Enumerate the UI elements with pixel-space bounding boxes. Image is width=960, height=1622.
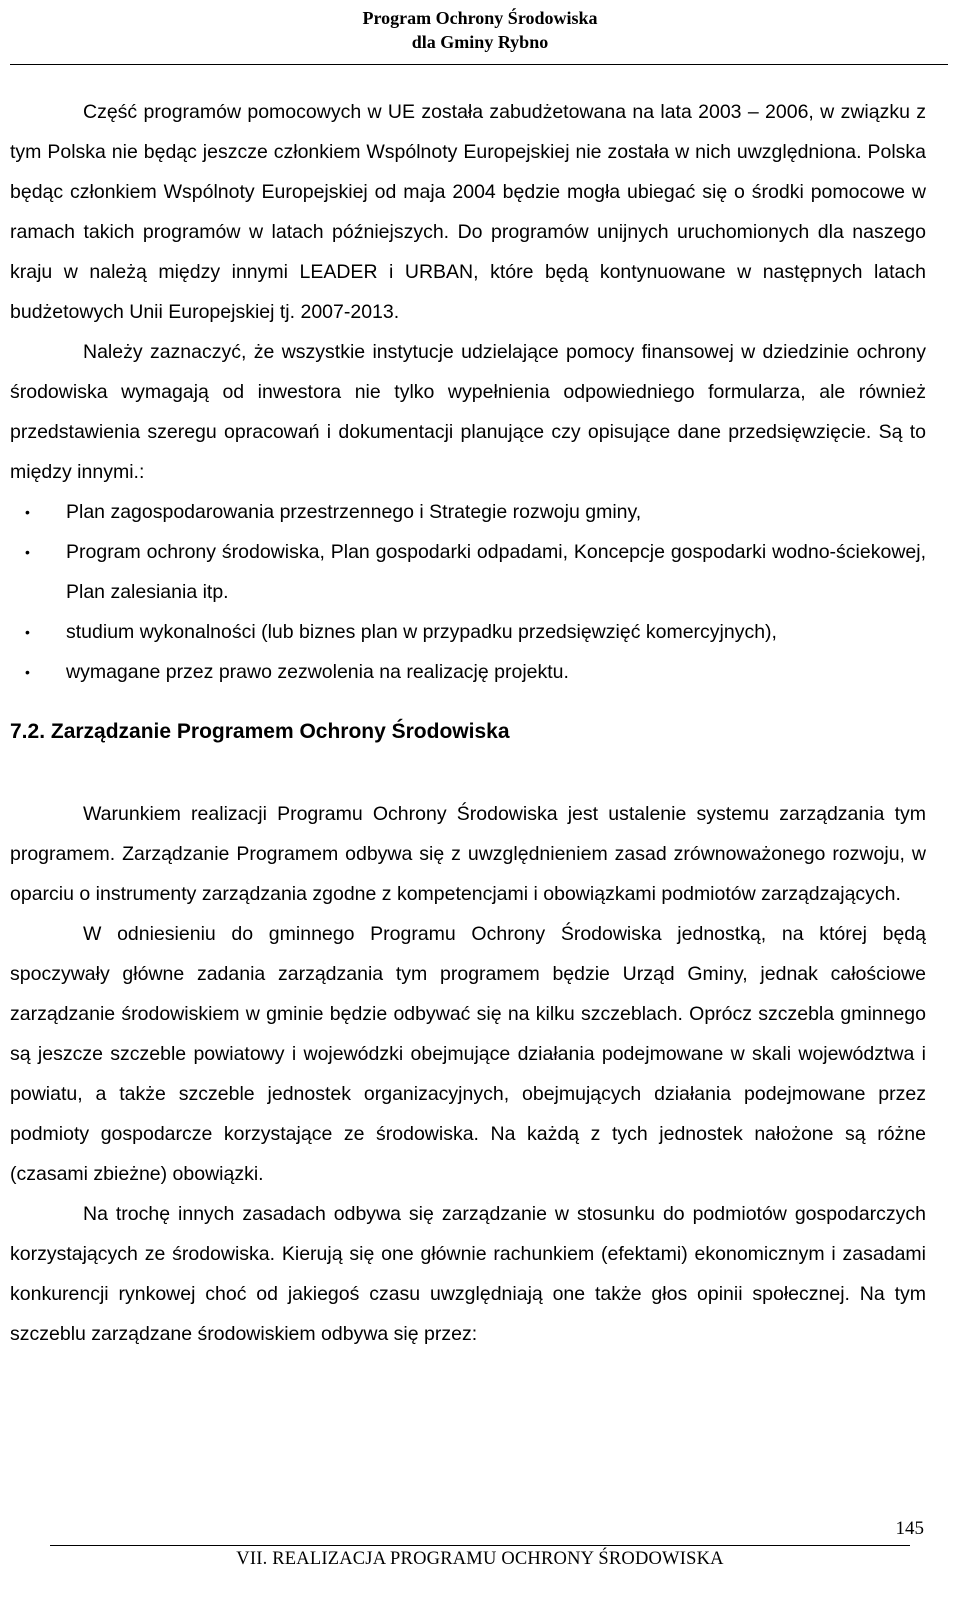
list-item-text: studium wykonalności (lub biznes plan w przypadku przedsięwzięć komercyjnych), [66, 621, 777, 643]
header-subtitle: dla Gminy Rybno [411, 32, 549, 52]
page-number: 145 [895, 1518, 924, 1539]
list-item-text: Program ochrony środowiska, Plan gospodarki odpadami, Koncepcje gospodarki wodno-ściekowej, Plan zalesiania itp. [66, 541, 926, 603]
required-documents-list [10, 492, 926, 692]
document-body [10, 92, 926, 1354]
paragraph-institutions: Należy zaznaczyć, że wszystkie instytucje udzielające pomocy finansowej w dziedzinie ochrony środowiska wymagają od inwestora nie tylko wypełnienia odpowiedniego formularza, ale również przedstawienia szeregu opracowań i dokumentacji planujące czy opisujące dane przedsięwzięcie. Są to między innymi.: [10, 341, 926, 483]
bullet-icon: • [25, 544, 30, 560]
footer-divider [50, 1545, 910, 1546]
header-title: Program Ochrony Środowiska [362, 8, 598, 28]
list-item-text: wymagane przez prawo zezwolenia na realizację projektu. [66, 661, 569, 683]
bullet-icon: • [25, 624, 30, 640]
paragraph-eu-programs: Część programów pomocowych w UE została zabudżetowana na lata 2003 – 2006, w związku z tym Polska nie będąc jeszcze członkiem Wspólnoty Europejskiej nie została w nich uwzględniona. Polska będąc członkiem Wspólnoty Europejskiej od maja 2004 będzie mogła ubiegać się o środki pomocowe w ramach takich programów w latach późniejszych. Do programów unijnych uruchomionych dla naszego kraju w należą między innymi LEADER i URBAN, które będą kontynuowane w następnych latach budżetowych Unii Europejskiej tj. 2007-2013. [10, 101, 926, 323]
list-item-text: Plan zagospodarowania przestrzennego i Strategie rozwoju gminy, [66, 501, 642, 523]
header-divider [10, 64, 948, 65]
section-heading: 7.2. Zarządzanie Programem Ochrony Środowiska [10, 720, 510, 743]
list-item [10, 612, 926, 652]
bullet-icon: • [25, 504, 30, 520]
list-item [10, 492, 926, 532]
paragraph-business-entities: Na trochę innych zasadach odbywa się zarządzanie w stosunku do podmiotów gospodarczych korzystających ze środowiska. Kierują się one głównie rachunkiem (efektami) ekonomicznym i zasadami konkurencji rynkowej choć od jakiegoś czasu uwzględniają one także głos opinii społecznej. Na tym szczeblu zarządzane środowiskiem odbywa się przez: [10, 1203, 926, 1345]
list-item [10, 532, 926, 612]
paragraph-municipal-program: W odniesieniu do gminnego Programu Ochrony Środowiska jednostką, na której będą spoczywały główne zadania zarządzania tym programem będzie Urząd Gminy, jednak całościowe zarządzanie środowiskiem w gminie będzie odbywać się na kilku szczeblach. Oprócz szczebla gminnego są jeszcze szczeble powiatowy i wojewódzki obejmujące działania podejmowane w skali województwa i powiatu, a także szczeble jednostek organizacyjnych, obejmujących działania podejmowane przez podmioty gospodarcze korzystające ze środowiska. Na każdą z tych jednostek nałożone są różne (czasami zbieżne) obowiązki. [10, 923, 926, 1185]
list-item [10, 652, 926, 692]
footer-chapter-title: VII. REALIZACJA PROGRAMU OCHRONY ŚRODOWISKA [236, 1549, 724, 1569]
bullet-icon: • [25, 664, 30, 680]
page-header [0, 6, 960, 54]
paragraph-management-system: Warunkiem realizacji Programu Ochrony Środowiska jest ustalenie systemu zarządzania tym programem. Zarządzanie Programem odbywa się z uwzględnieniem zasad zrównoważonego rozwoju, w oparciu o instrumenty zarządzania zgodne z kompetencjami i obowiązkami podmiotów zarządzających. [10, 803, 926, 905]
